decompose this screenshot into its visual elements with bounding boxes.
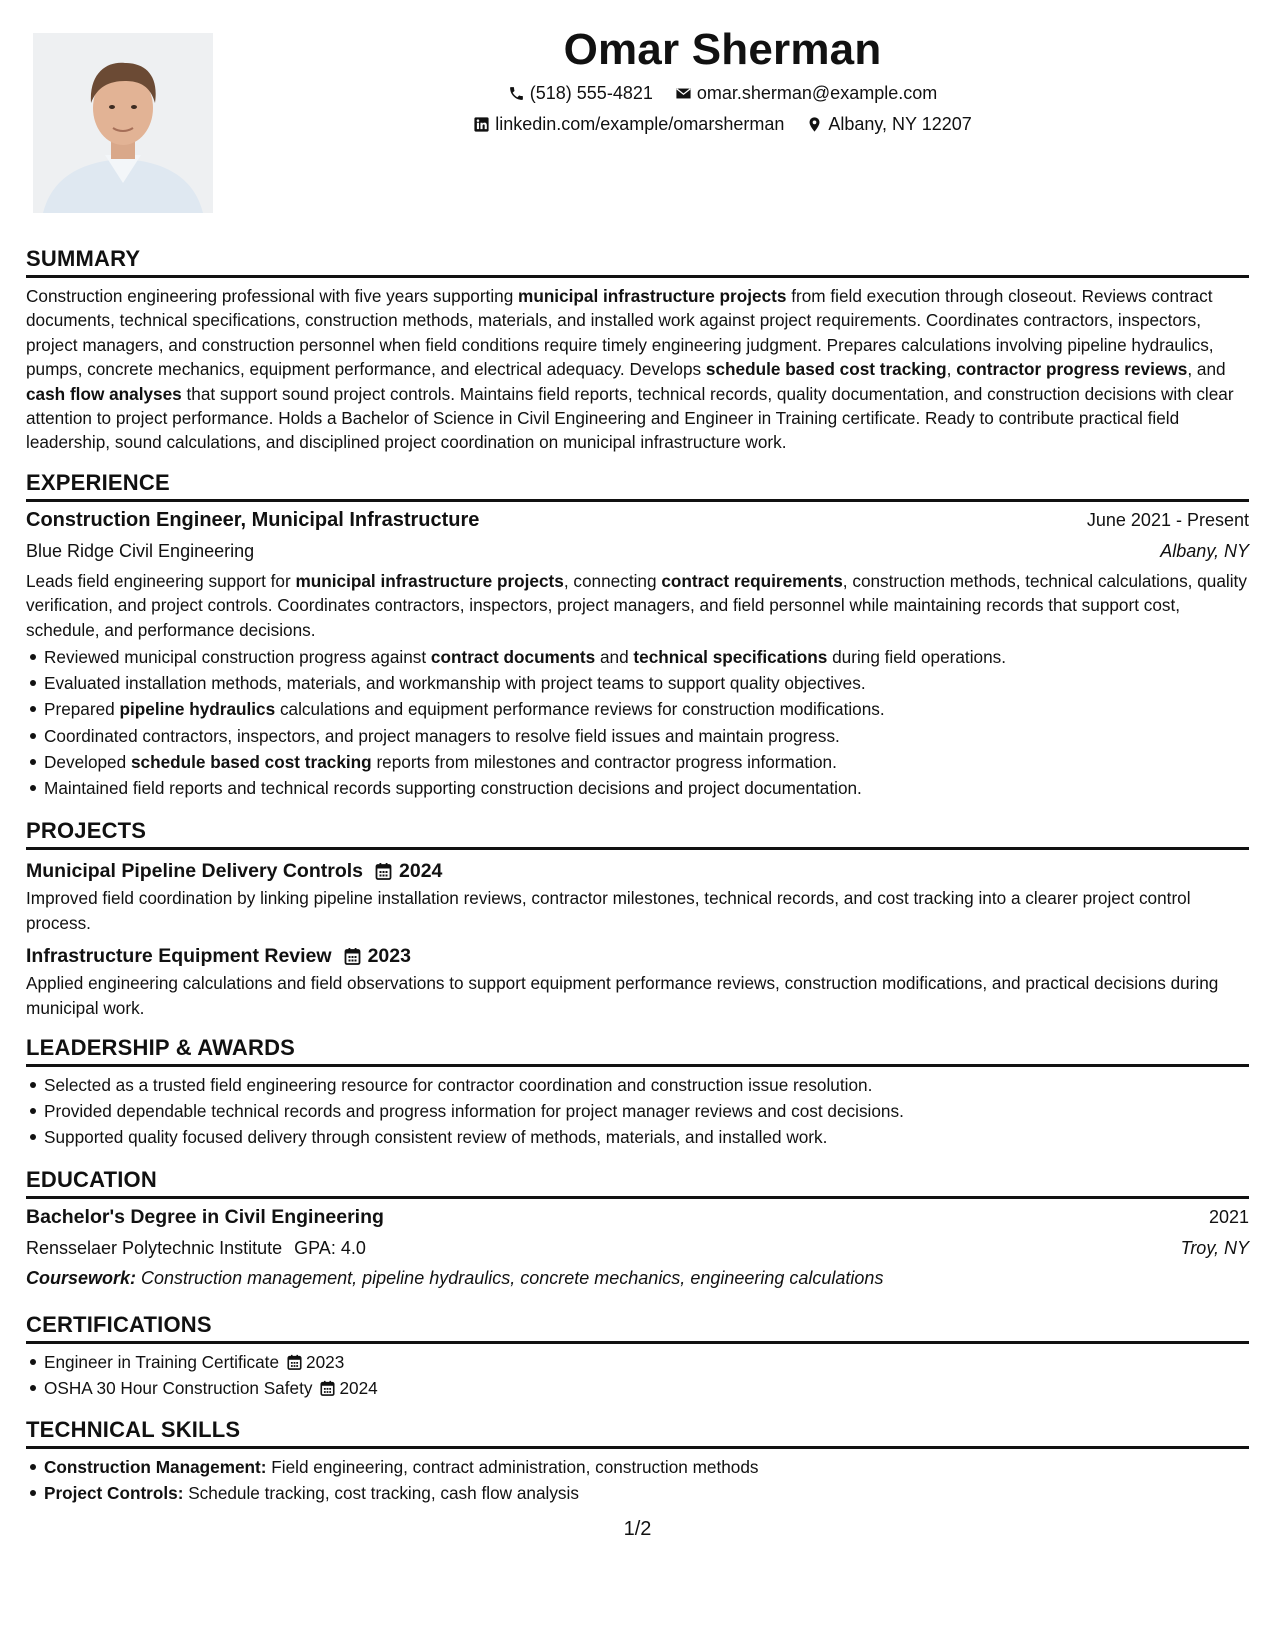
calendar-icon [375, 862, 392, 880]
education-header-row [26, 1201, 1249, 1233]
school-name: Rensselaer Polytechnic Institute [26, 1237, 283, 1258]
gpa: GPA: 4.0 [294, 1237, 366, 1258]
page-number: 1/2 [623, 1518, 652, 1540]
skill-category: Construction Management: [44, 1456, 267, 1477]
list-item [26, 1480, 1249, 1506]
experience-header-row [26, 504, 1249, 536]
skill-category: Project Controls: [44, 1483, 184, 1504]
envelope-icon [675, 85, 692, 102]
certification-name: Engineer in Training Certificate [44, 1351, 280, 1372]
project-item [26, 856, 1249, 935]
school-line [26, 1233, 366, 1263]
list-item: Coordinated contractors, inspectors, and project managers to resolve field issues and maintain progress. [26, 723, 1249, 749]
contact-location [806, 109, 971, 140]
resume-header [230, 22, 1215, 140]
list-item: Reviewed municipal construction progress against contract documents and technical specifications during field operations. [26, 644, 1249, 670]
list-item: Maintained field reports and technical records supporting construction decisions and project documentation. [26, 775, 1249, 801]
section-title-certifications: CERTIFICATIONS [26, 1312, 1249, 1344]
phone-icon [508, 85, 525, 102]
job-bullets [26, 644, 1249, 801]
contact-line-2 [230, 109, 1215, 140]
leadership-section [26, 1035, 1249, 1151]
education-section [26, 1167, 1249, 1293]
profile-photo [33, 33, 213, 213]
project-title-row [26, 856, 1249, 886]
linkedin-icon [473, 116, 490, 133]
skills-section [26, 1417, 1249, 1506]
email-text: omar.sherman@example.com [696, 83, 938, 103]
list-item: Supported quality focused delivery through consistent review of methods, materials, and installed work. [26, 1124, 1249, 1150]
list-item: Provided dependable technical records and progress information for project manager reviews and cost decisions. [26, 1098, 1249, 1124]
graduation-year: 2021 [1208, 1206, 1249, 1227]
project-description: Applied engineering calculations and field observations to support equipment performance reviews, construction modifications, and practical decisions during municipal work. [26, 973, 1219, 1018]
certification-list [26, 1349, 1249, 1401]
project-name: Infrastructure Equipment Review [26, 945, 332, 968]
degree-name: Bachelor's Degree in Civil Engineering [26, 1205, 384, 1228]
list-item [26, 1349, 1249, 1375]
list-item [26, 1454, 1249, 1480]
resume-body [26, 246, 1249, 1517]
experience-company-row [26, 536, 1249, 566]
list-item: Prepared pipeline hydraulics calculations and equipment performance reviews for construction modifications. [26, 696, 1249, 722]
certification-name: OSHA 30 Hour Construction Safety [44, 1377, 313, 1398]
project-item [26, 941, 1249, 1020]
certification-year: 2023 [287, 1349, 344, 1375]
calendar-icon [320, 1380, 335, 1396]
list-item: Selected as a trusted field engineering resource for contractor coordination and construction issue resolution. [26, 1072, 1249, 1098]
company-name: Blue Ridge Civil Engineering [26, 540, 255, 561]
contact-email[interactable] [675, 78, 937, 109]
location-text: Albany, NY 12207 [828, 114, 972, 134]
section-title-education: EDUCATION [26, 1167, 1249, 1199]
list-item: Evaluated installation methods, materials, and workmanship with project teams to support quality objectives. [26, 670, 1249, 696]
section-title-projects: PROJECTS [26, 818, 1249, 850]
skill-values: Field engineering, contract administration, construction methods [266, 1456, 759, 1477]
coursework: Coursework: Construction management, pipeline hydraulics, concrete mechanics, engineering calculations [26, 1267, 884, 1288]
map-pin-icon [806, 116, 823, 133]
section-title-skills: TECHNICAL SKILLS [26, 1417, 1249, 1449]
project-description: Improved field coordination by linking pipeline installation reviews, contractor milestones, technical records, and cost tracking into a clearer project control process. [26, 888, 1191, 933]
project-name: Municipal Pipeline Delivery Controls [26, 860, 363, 883]
person-portrait-icon [33, 33, 213, 213]
summary-text: Construction engineering professional with five years supporting municipal infrastructure projects from field execution through closeout. Reviews contract documents, technical specifications, construction methods, materials, and installed work against project requirements. Coordinates contractors, inspectors, project managers, and construction personnel when field conditions require timely engineering judgment. Prepares calculations involving pipeline hydraulics, pumps, concrete mechanics, equipment performance, and electrical adequacy. Develops schedule based cost tracking, contractor progress reviews, and cash flow analyses that support sound project controls. Maintains field reports, technical records, quality documentation, and construction decisions with clear attention to project performance. Holds a Bachelor of Science in Civil Engineering and Engineer in Training certificate. Ready to contribute practical field leadership, sound calculations, and disciplined project coordination on municipal infrastructure work. [26, 286, 1234, 453]
job-location: Albany, NY [1160, 540, 1249, 561]
certifications-section [26, 1312, 1249, 1401]
certification-year: 2024 [320, 1375, 377, 1401]
project-year: 2024 [375, 856, 442, 886]
phone-text: (518) 555-4821 [529, 83, 653, 103]
project-title-row [26, 941, 1249, 971]
calendar-icon [344, 947, 361, 965]
contact-line-1 [230, 78, 1215, 109]
project-year: 2023 [344, 941, 411, 971]
list-item: Developed schedule based cost tracking reports from milestones and contractor progress information. [26, 749, 1249, 775]
skill-values: Schedule tracking, cost tracking, cash flow analysis [183, 1483, 579, 1504]
education-school-row [26, 1233, 1249, 1263]
list-item [26, 1375, 1249, 1401]
section-title-experience: EXPERIENCE [26, 470, 1249, 502]
job-dates: June 2021 - Present [1086, 509, 1249, 530]
linkedin-text: linkedin.com/example/omarsherman [495, 114, 785, 134]
candidate-name: Omar Sherman [563, 25, 882, 74]
contact-linkedin[interactable] [473, 109, 784, 140]
section-title-leadership: LEADERSHIP & AWARDS [26, 1035, 1249, 1067]
summary-section [26, 246, 1249, 455]
calendar-icon [287, 1354, 302, 1370]
experience-section [26, 470, 1249, 801]
section-title-summary: SUMMARY [26, 246, 1249, 278]
projects-section [26, 818, 1249, 1020]
job-intro: Leads field engineering support for municipal infrastructure projects, connecting contract requirements, construction methods, technical calculations, quality verification, and project controls. Coordinates contractors, inspectors, project managers, and field personnel while maintaining records that support cost, schedule, and performance decisions. [26, 570, 1247, 640]
skills-list [26, 1454, 1249, 1506]
school-location: Troy, NY [1180, 1237, 1249, 1258]
job-title: Construction Engineer, Municipal Infrastructure [26, 508, 480, 531]
leadership-bullets [26, 1072, 1249, 1151]
contact-phone[interactable] [508, 78, 653, 109]
